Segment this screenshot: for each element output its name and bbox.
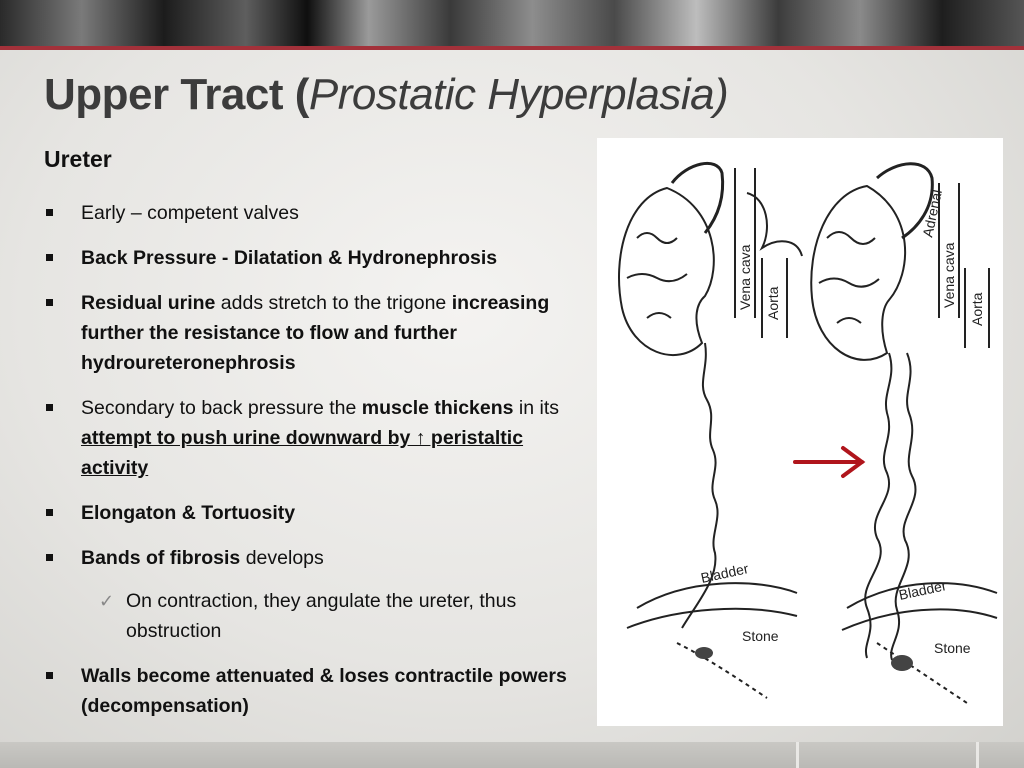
label-bladder-left: Bladder xyxy=(699,560,750,586)
square-bullet-icon xyxy=(46,299,53,306)
bullet-item xyxy=(44,393,589,483)
bullet-text-segment: muscle thickens xyxy=(361,397,514,419)
bullet-text-segment: Walls become attenuated & loses contractile powers (decompensation) xyxy=(81,665,567,717)
illustration-svg xyxy=(597,138,1003,726)
label-aorta-right: Aorta xyxy=(969,292,985,326)
bullet-text-segment: increasing further the resistance to flow and further hydroureteronephrosis xyxy=(81,292,550,374)
square-bullet-icon xyxy=(46,554,53,561)
left-adrenal xyxy=(672,163,723,233)
label-vena-cava-left: Vena cava xyxy=(737,244,753,310)
title-italic: Prostatic Hyperplasia) xyxy=(308,70,729,119)
right-stone xyxy=(891,655,913,671)
square-bullet-icon xyxy=(46,509,53,516)
footer-divider xyxy=(976,742,979,768)
left-kidney xyxy=(619,188,714,355)
header-accent-stripe xyxy=(0,46,1024,50)
bullet-item xyxy=(44,288,589,378)
right-kidney xyxy=(811,186,905,360)
checkmark-icon: ✓ xyxy=(99,591,115,611)
bullet-text-segment: Early – competent valves xyxy=(81,202,299,224)
label-vena-cava-right: Vena cava xyxy=(941,242,957,308)
slide-title xyxy=(44,70,728,120)
right-ureter xyxy=(865,353,891,658)
ureter-illustration xyxy=(597,138,1003,726)
square-bullet-icon xyxy=(46,404,53,411)
bullet-text-segment: develops xyxy=(240,547,324,569)
bullet-text-segment: adds stretch to the trigone xyxy=(215,292,452,314)
square-bullet-icon xyxy=(46,254,53,261)
bullet-list xyxy=(44,198,589,736)
bullet-item xyxy=(44,543,589,573)
label-stone-left: Stone xyxy=(742,628,779,644)
bullet-text-segment: attempt to push urine downward by ↑ peristaltic activity xyxy=(81,427,524,479)
section-heading: Ureter xyxy=(44,146,112,172)
sub-bullet-item xyxy=(44,586,589,646)
title-main: Upper Tract ( xyxy=(44,70,309,119)
bullet-text-segment: Secondary to back pressure the xyxy=(81,397,362,419)
square-bullet-icon xyxy=(46,209,53,216)
header-banner xyxy=(0,0,1024,46)
label-aorta-left: Aorta xyxy=(765,286,781,320)
bullet-text-segment: Elongaton & Tortuosity xyxy=(81,502,296,524)
square-bullet-icon xyxy=(46,672,53,679)
bullet-text-segment: Back Pressure - Dilatation & Hydronephrosis xyxy=(81,247,498,269)
left-stone xyxy=(695,647,713,659)
bullet-text-segment: Residual urine xyxy=(81,292,216,314)
bullet-text-segment: in its xyxy=(513,397,559,419)
left-bladder xyxy=(627,583,797,628)
bullet-item xyxy=(44,198,589,228)
footer-divider xyxy=(796,742,799,768)
red-arrow-icon xyxy=(795,448,862,476)
bullet-text-segment: On contraction, they angulate the ureter, thus obstruction xyxy=(126,590,517,642)
label-bladder-right: Bladder xyxy=(897,577,948,603)
label-stone-right: Stone xyxy=(934,640,971,656)
label-adrenal: Adrenal xyxy=(919,188,945,239)
bullet-item xyxy=(44,498,589,528)
bullet-item xyxy=(44,243,589,273)
footer-bar xyxy=(0,742,1024,768)
bullet-item xyxy=(44,661,589,721)
bullet-text-segment: Bands of fibrosis xyxy=(81,547,241,569)
